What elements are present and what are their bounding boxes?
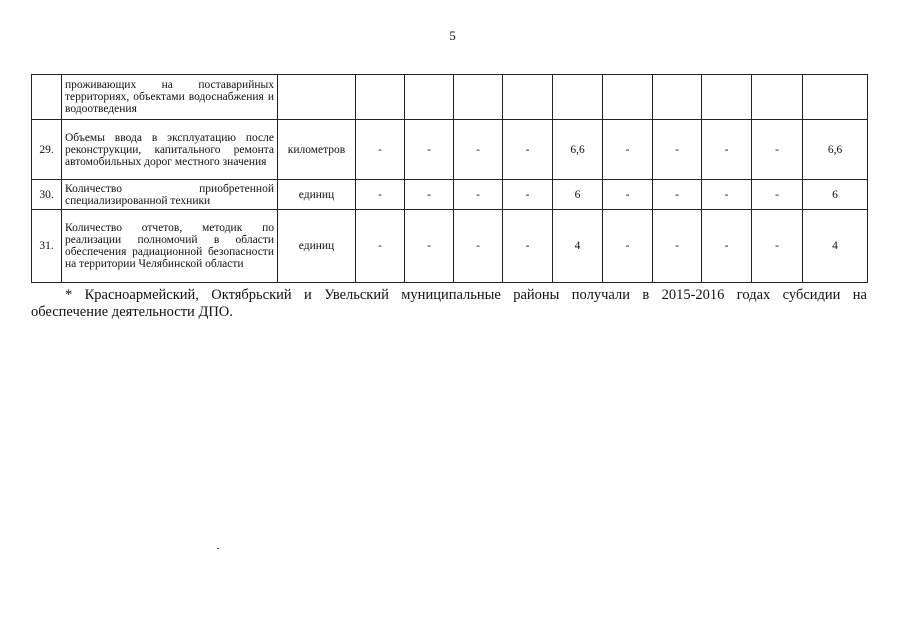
table-row bbox=[32, 75, 868, 120]
value-cell: 6,6 bbox=[553, 120, 603, 180]
table-row bbox=[32, 180, 868, 210]
row-number: 29. bbox=[32, 120, 62, 180]
indicator-name: проживающих на поставарийных территориях, объектами водоснабжения и водоотведения bbox=[62, 75, 278, 120]
unit-cell: единиц bbox=[278, 210, 356, 283]
value-cell: 6 bbox=[553, 180, 603, 210]
value-cell: - bbox=[356, 180, 405, 210]
value-cell: - bbox=[503, 180, 553, 210]
value-cell bbox=[503, 75, 553, 120]
value-cell: - bbox=[752, 210, 803, 283]
value-cell bbox=[405, 75, 454, 120]
value-cell bbox=[603, 75, 653, 120]
value-cell: - bbox=[702, 180, 752, 210]
value-cell: - bbox=[603, 210, 653, 283]
value-cell: - bbox=[405, 180, 454, 210]
value-cell bbox=[752, 75, 803, 120]
value-cell: - bbox=[356, 120, 405, 180]
indicators-table bbox=[31, 74, 868, 283]
value-cell: - bbox=[702, 210, 752, 283]
value-cell bbox=[702, 75, 752, 120]
value-cell bbox=[454, 75, 503, 120]
value-cell: - bbox=[454, 180, 503, 210]
footnote-line: * Красноармейский, Октябрьский и Увельский муниципальные районы получали в 2015-2016 годах субсидии на bbox=[65, 287, 867, 303]
value-cell: 6 bbox=[803, 180, 868, 210]
table-row bbox=[32, 210, 868, 283]
value-cell: - bbox=[454, 210, 503, 283]
value-cell: - bbox=[702, 120, 752, 180]
row-number: 30. bbox=[32, 180, 62, 210]
value-cell bbox=[553, 75, 603, 120]
indicator-name: Количество приобретенной специализированной техники bbox=[62, 180, 278, 210]
value-cell: - bbox=[603, 180, 653, 210]
value-cell: - bbox=[752, 180, 803, 210]
value-cell bbox=[803, 75, 868, 120]
value-cell bbox=[653, 75, 702, 120]
value-cell: - bbox=[653, 120, 702, 180]
value-cell: - bbox=[752, 120, 803, 180]
value-cell: - bbox=[356, 210, 405, 283]
value-cell bbox=[356, 75, 405, 120]
value-cell: - bbox=[405, 120, 454, 180]
footnote bbox=[31, 287, 867, 321]
value-cell: - bbox=[503, 120, 553, 180]
value-cell: - bbox=[503, 210, 553, 283]
value-cell: - bbox=[454, 120, 503, 180]
footnote-line: обеспечение деятельности ДПО. bbox=[31, 304, 233, 320]
value-cell: 4 bbox=[803, 210, 868, 283]
table-row bbox=[32, 120, 868, 180]
indicator-name: Объемы ввода в эксплуатацию после реконструкции, капитального ремонта автомобильных дорог местного значения bbox=[62, 120, 278, 180]
value-cell: - bbox=[653, 180, 702, 210]
row-number: 31. bbox=[32, 210, 62, 283]
value-cell: - bbox=[603, 120, 653, 180]
value-cell: 6,6 bbox=[803, 120, 868, 180]
value-cell: - bbox=[405, 210, 454, 283]
unit-cell: километров bbox=[278, 120, 356, 180]
page-number: 5 bbox=[449, 28, 456, 43]
row-number bbox=[32, 75, 62, 120]
scan-speck bbox=[217, 548, 219, 549]
value-cell: - bbox=[653, 210, 702, 283]
indicator-name: Количество отчетов, методик по реализации полномочий в области обеспечения радиационной безопасности на территории Челябинской области bbox=[62, 210, 278, 283]
value-cell: 4 bbox=[553, 210, 603, 283]
unit-cell bbox=[278, 75, 356, 120]
unit-cell: единиц bbox=[278, 180, 356, 210]
